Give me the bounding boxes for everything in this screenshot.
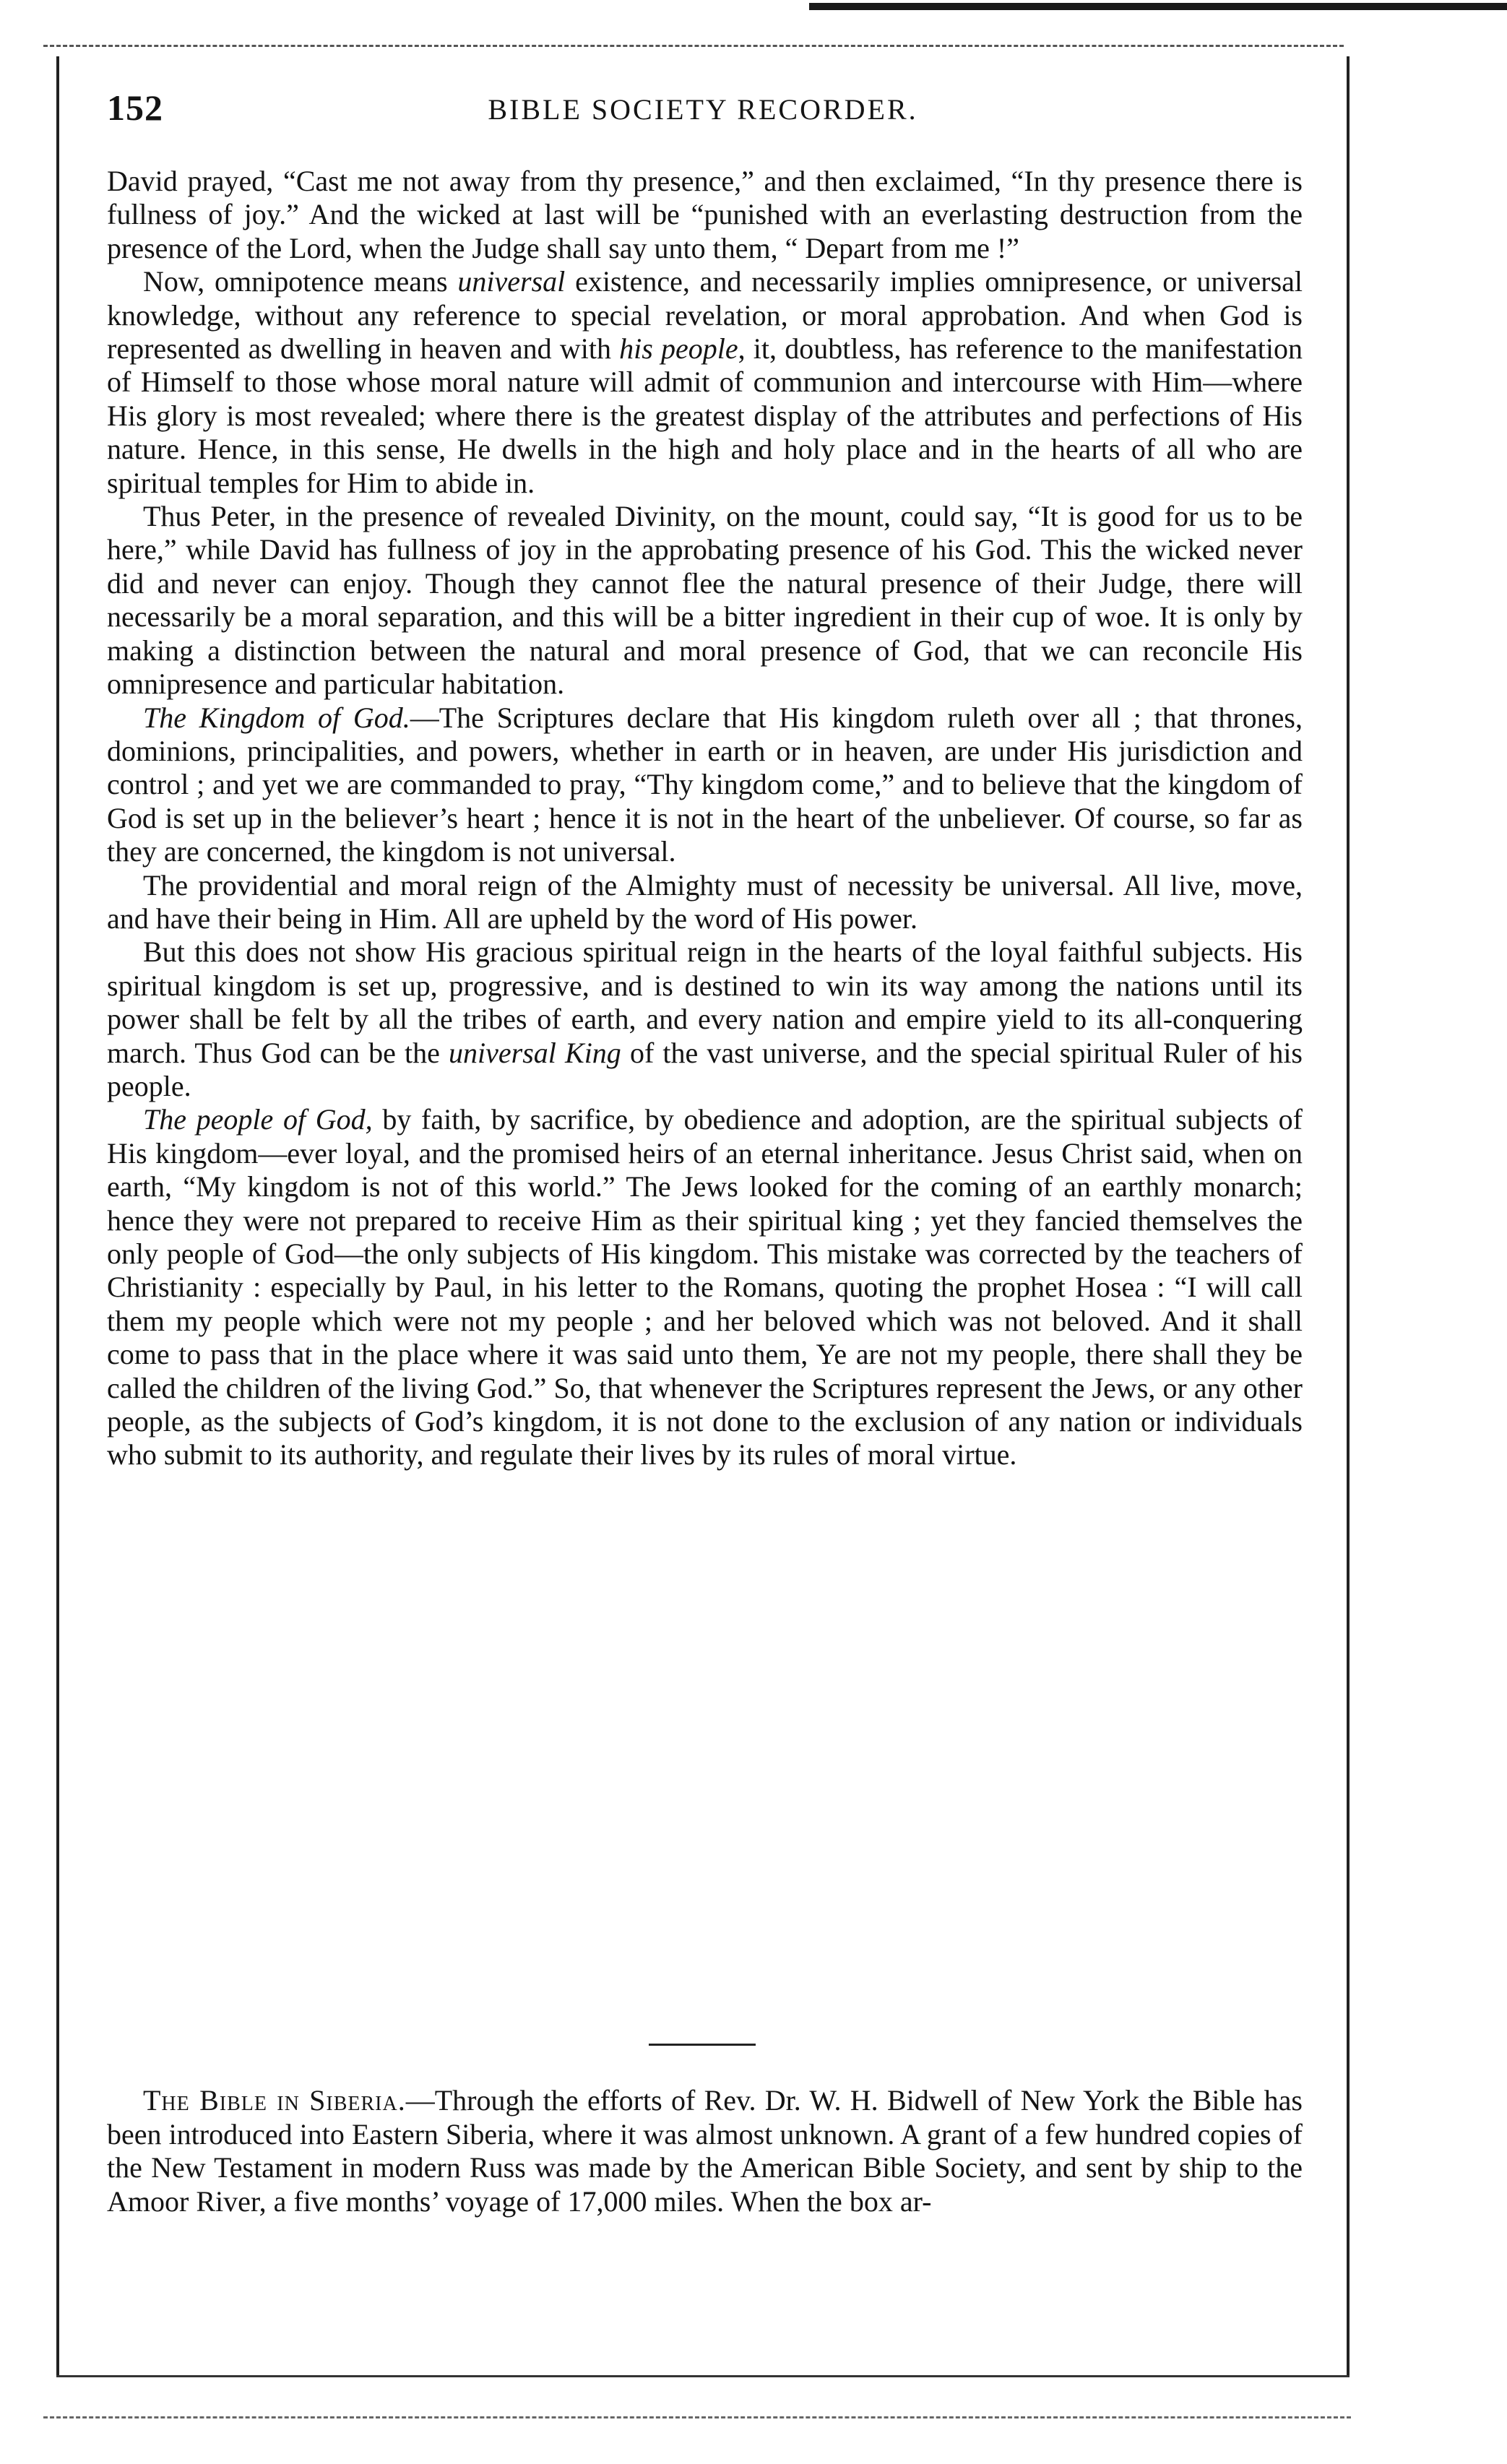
page-header (107, 87, 1299, 144)
emphasis-universal: universal (457, 265, 566, 298)
running-head: BIBLE SOCIETY RECORDER. (488, 93, 918, 126)
section-heading-kingdom: The Kingdom of God. (143, 701, 410, 734)
text-run: —Through the efforts of Rev. Dr. W. H. Bidwell of New York the Bible has been introduced into Eastern Siberia, where it was almost unknown. A grant of a few hundred copies of the New Testament in modern Russ was made by the American Bible Society, and sent by ship to the Amoor River, a five months’ voyage of 17,000 miles. When the box ar- (107, 2084, 1303, 2218)
text-run: existence, and necessarily implies omnipresence, or universal knowledge, without any reference to special revelation, or moral approbation. And when God is represented as dwelling in heaven and with (107, 265, 1303, 366)
paragraph-kingdom-of-god (107, 701, 1303, 869)
paragraph-david-prayed: David prayed, “Cast me not away from thy presence,” and then exclaimed, “In thy presence there is fullness of joy.” And the wicked at last will be “punished with an everlasting destruction from the presence of the Lord, when the Judge shall say unto them, “ Depart from me !” (107, 165, 1303, 264)
text-run: , it, doubtless, has reference to the manifestation of Himself to those whose moral nature will admit of communion and intercourse with Him—where His glory is most revealed; where there is the greatest display of the attributes and perfections of His nature. Hence, in this sense, He dwells in the high and holy place and in the hearts of all who are spiritual temples for Him to abide in. (107, 332, 1303, 499)
paragraph-providential-reign: The providential and moral reign of the Almighty must of necessity be universal. All live, move, and have their being in Him. All are upheld by the word of His power. (107, 868, 1303, 935)
paragraph-spiritual-reign (107, 935, 1303, 1103)
text-run: But this does not show His gracious spiritual reign in the hearts of the loyal faithful subjects. His spiritual kingdom is set up, progressive, and is destined to win its way among the nations until its power shall be felt by all the tribes of earth, and every nation and empire yield to its all-conquering march. Thus God can be the (107, 935, 1303, 1069)
scan-edge-line (809, 3, 1507, 10)
paragraph-people-of-god (107, 1103, 1303, 1471)
scan-rule-top (43, 45, 1344, 47)
paragraph-omnipotence (107, 265, 1303, 500)
text-run: —The Scriptures declare that His kingdom ruleth over all ; that thrones, dominions, principalities, and powers, whether in earth or in heaven, are under His jurisdiction and control ; and yet we are commanded to pray, “Thy kingdom come,” and to believe that the kingdom of God is set up in the believer’s heart ; hence it is not in the heart of the unbeliever. Of course, so far as they are concerned, the kingdom is not universal. (107, 701, 1303, 868)
text-run: by faith, by sacrifice, by obedience and adoption, are the spiritual subjects of His kingdom—ever loyal, and the promised heirs of an eternal inheritance. Jesus Christ said, when on earth, “My kingdom is not of this world.” The Jews looked for the coming of an earthly monarch; hence they were not prepared to receive Him as their spiritual king ; yet they fancied themselves the only people of God—the only subjects of His kingdom. This mistake was corrected by the teachers of Christianity : especially by Paul, in his letter to the Romans, quoting the prophet Hosea : “I will call them my people which were not my people ; and her beloved which was not beloved. And it shall come to pass that in the place where it was said unto them, Ye are not my people, there shall they be called the children of the living God.” So, that whenever the Scriptures represent the Jews, or any other people, as the subjects of God’s kingdom, it is not done to the exclusion of any nation or individuals who submit to its authority, and regulate their lives by its rules of moral virtue. (107, 1103, 1303, 1471)
page-number: 152 (107, 87, 163, 128)
emphasis-universal-king: universal King (449, 1036, 621, 1069)
notice-bible-in-siberia (107, 2084, 1303, 2218)
section-divider (649, 2044, 756, 2046)
frame-bottom-rule (56, 2375, 1350, 2377)
paragraph-thus-peter: Thus Peter, in the presence of revealed Divinity, on the mount, could say, “It is good for us to be here,” while David has fullness of joy in the approbating presence of his God. This the wicked never did and never can enjoy. Though they cannot flee the natural presence of their Judge, there will necessarily be a moral separation, and this will be a bitter ingredient in their cup of woe. It is only by making a distinction between the natural and moral presence of God, that we can reconcile His omnipresence and particular habitation. (107, 500, 1303, 701)
emphasis-people-of-god: The people of God, (143, 1103, 373, 1136)
emphasis-his-people: his people (619, 332, 738, 366)
notice-heading: The Bible in Siberia. (143, 2084, 406, 2117)
paragraph-siberia (107, 2084, 1303, 2218)
text-run: Now, omnipotence means (143, 265, 458, 298)
text-run: of the vast universe, and the special spiritual Ruler of his people. (107, 1036, 1303, 1102)
scan-rule-bottom (43, 2416, 1351, 2418)
article-body (107, 165, 1303, 1472)
